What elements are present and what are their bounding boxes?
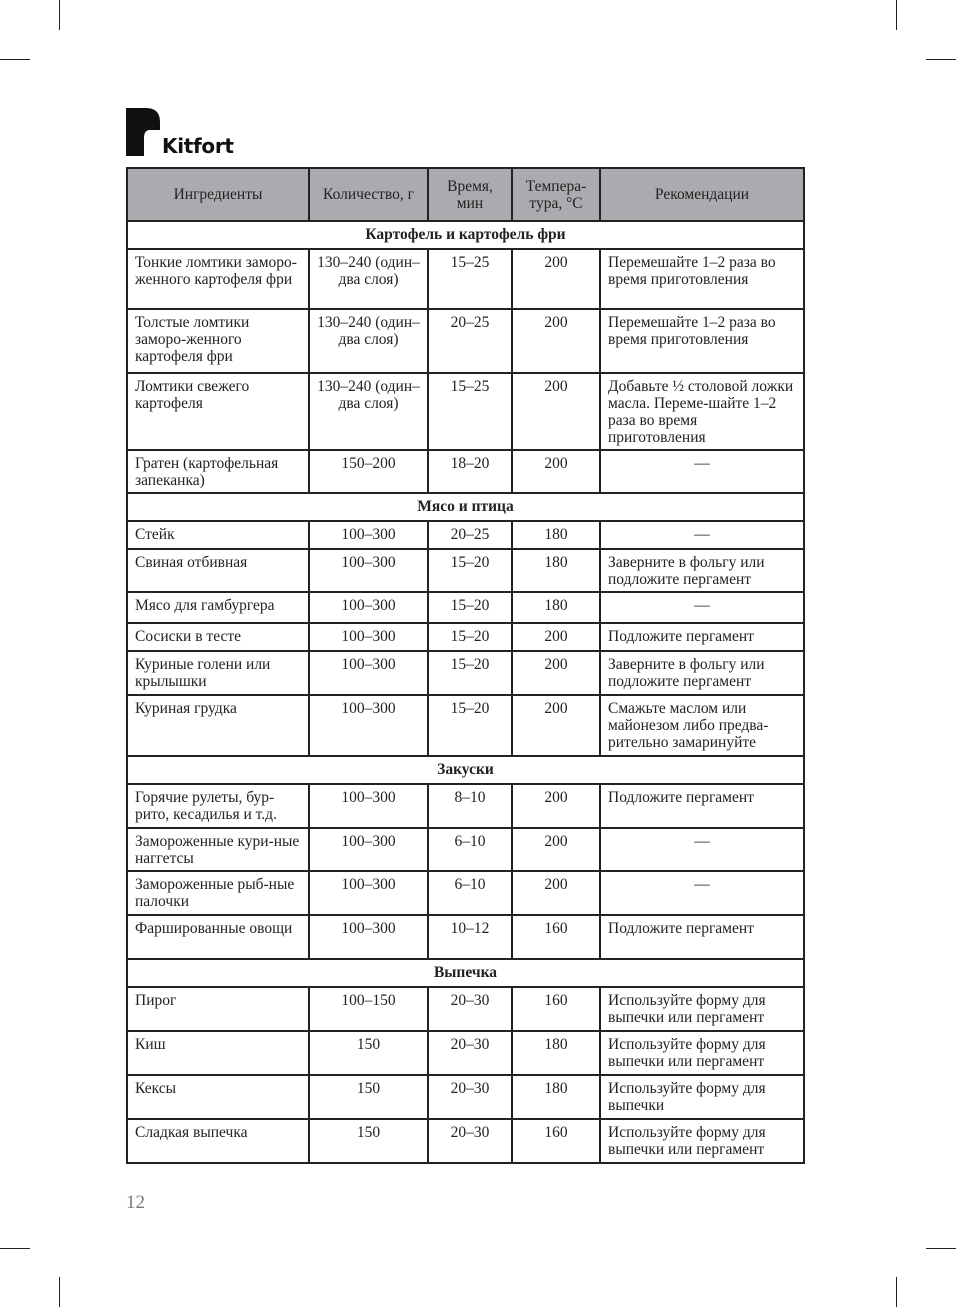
cell-recommendation: Используйте форму для выпечки или пергамент [600,1031,804,1075]
table-row [127,987,804,1031]
cell-ingredient: Гратен (картофельная запеканка) [127,450,309,493]
cell-amount: 150–200 [309,450,428,493]
header-time: Время, мин [428,168,512,221]
cell-ingredient: Пирог [127,987,309,1031]
cell-recommendation: Подложите пергамент [600,623,804,651]
cell-time: 20–25 [428,309,512,373]
cell-recommendation: Заверните в фольгу или подложите пергамент [600,651,804,695]
cell-recommendation: — [600,521,804,549]
cell-ingredient: Фаршированные овощи [127,915,309,959]
cell-recommendation: — [600,871,804,915]
cell-time: 20–30 [428,1031,512,1075]
cell-time: 10–12 [428,915,512,959]
cell-amount: 100–300 [309,828,428,871]
cell-time: 15–20 [428,651,512,695]
cell-temperature: 180 [512,521,600,549]
table-row [127,871,804,915]
cell-temperature: 200 [512,249,600,309]
cell-amount: 130–240 (один–два слоя) [309,373,428,450]
cell-ingredient: Замороженные рыб-ные палочки [127,871,309,915]
table-row [127,373,804,450]
cell-amount: 150 [309,1075,428,1119]
cell-time: 15–20 [428,623,512,651]
cell-recommendation: Используйте форму для выпечки или пергамент [600,1119,804,1163]
header-recommendations: Рекомендации [600,168,804,221]
cell-amount: 100–300 [309,871,428,915]
cell-time: 15–20 [428,592,512,623]
cell-temperature: 200 [512,784,600,828]
cell-time: 15–20 [428,695,512,756]
cell-temperature: 160 [512,915,600,959]
cell-temperature: 200 [512,373,600,450]
cell-recommendation: — [600,592,804,623]
table-row [127,1031,804,1075]
crop-mark [896,0,897,30]
cell-ingredient: Куриная грудка [127,695,309,756]
cell-temperature: 200 [512,828,600,871]
cell-time: 15–25 [428,249,512,309]
cell-recommendation: — [600,450,804,493]
cell-amount: 100–300 [309,651,428,695]
cell-time: 20–30 [428,987,512,1031]
cell-temperature: 200 [512,871,600,915]
kitfort-logo-icon [126,108,160,156]
cell-recommendation: Подложите пергамент [600,784,804,828]
table-row [127,651,804,695]
kitfort-logo [126,108,234,156]
section-title: Закуски [127,756,804,784]
cooking-table [126,167,805,1164]
cell-amount: 150 [309,1119,428,1163]
crop-mark [926,59,956,60]
table-row [127,623,804,651]
header-temperature: Темпера-тура, °C [512,168,600,221]
cell-temperature: 200 [512,450,600,493]
cell-amount: 100–300 [309,695,428,756]
table-row [127,695,804,756]
cell-ingredient: Куриные голени или крылышки [127,651,309,695]
crop-mark [926,1248,956,1249]
header-ingredients: Ингредиенты [127,168,309,221]
cell-recommendation: Заверните в фольгу или подложите пергамент [600,549,804,592]
crop-mark [0,1248,30,1249]
cell-ingredient: Кексы [127,1075,309,1119]
section-title: Картофель и картофель фри [127,221,804,249]
table-row [127,521,804,549]
cell-temperature: 180 [512,549,600,592]
cell-temperature: 160 [512,1119,600,1163]
cell-amount: 100–300 [309,592,428,623]
cell-temperature: 180 [512,1031,600,1075]
table-row [127,592,804,623]
cell-amount: 100–300 [309,623,428,651]
cell-amount: 150 [309,1031,428,1075]
cell-ingredient: Тонкие ломтики заморо-женного картофеля фри [127,249,309,309]
cell-recommendation: Подложите пергамент [600,915,804,959]
cell-temperature: 200 [512,309,600,373]
cell-amount: 100–300 [309,915,428,959]
cell-amount: 100–300 [309,549,428,592]
cell-time: 18–20 [428,450,512,493]
cell-temperature: 200 [512,695,600,756]
header-amount: Количество, г [309,168,428,221]
table-row [127,450,804,493]
cell-recommendation: Перемешайте 1–2 раза во время приготовления [600,249,804,309]
table-row [127,1075,804,1119]
table-row [127,309,804,373]
cell-recommendation: Используйте форму для выпечки [600,1075,804,1119]
cell-temperature: 200 [512,623,600,651]
cell-ingredient: Киш [127,1031,309,1075]
cell-ingredient: Свиная отбивная [127,549,309,592]
section-title: Мясо и птица [127,493,804,521]
crop-mark [59,1277,60,1307]
table-row [127,828,804,871]
cell-amount: 130–240 (один–два слоя) [309,249,428,309]
cell-time: 8–10 [428,784,512,828]
table-row [127,784,804,828]
section-row [127,756,804,784]
cell-amount: 100–300 [309,784,428,828]
table-row [127,915,804,959]
cell-ingredient: Замороженные кури-ные наггетсы [127,828,309,871]
cell-time: 6–10 [428,871,512,915]
cell-time: 15–25 [428,373,512,450]
cell-recommendation: Используйте форму для выпечки или пергамент [600,987,804,1031]
cell-amount: 130–240 (один–два слоя) [309,309,428,373]
section-row [127,493,804,521]
cell-recommendation: — [600,828,804,871]
cell-recommendation: Смажьте маслом или майонезом либо предва-рительно замаринуйте [600,695,804,756]
cell-time: 20–25 [428,521,512,549]
cell-temperature: 200 [512,651,600,695]
cell-ingredient: Ломтики свежего картофеля [127,373,309,450]
cell-time: 20–30 [428,1119,512,1163]
table-row [127,549,804,592]
table-row [127,249,804,309]
cell-ingredient: Сосиски в тесте [127,623,309,651]
cell-time: 20–30 [428,1075,512,1119]
cell-recommendation: Добавьте ½ столовой ложки масла. Переме-шайте 1–2 раза во время приготовления [600,373,804,450]
cell-temperature: 160 [512,987,600,1031]
cell-recommendation: Перемешайте 1–2 раза во время приготовления [600,309,804,373]
crop-mark [896,1277,897,1307]
cell-amount: 100–300 [309,521,428,549]
cell-ingredient: Стейк [127,521,309,549]
crop-mark [59,0,60,30]
section-row [127,959,804,987]
page-number: 12 [126,1192,145,1213]
brand-name: Kitfort [162,134,234,158]
cell-temperature: 180 [512,1075,600,1119]
table-header-row [127,168,804,221]
cell-time: 6–10 [428,828,512,871]
cell-amount: 100–150 [309,987,428,1031]
cell-temperature: 180 [512,592,600,623]
cell-ingredient: Горячие рулеты, бур-рито, кесадилья и т.д. [127,784,309,828]
crop-mark [0,59,30,60]
section-title: Выпечка [127,959,804,987]
table-row [127,1119,804,1163]
cell-ingredient: Толстые ломтики заморо-женного картофеля фри [127,309,309,373]
cell-ingredient: Мясо для гамбургера [127,592,309,623]
section-row [127,221,804,249]
cell-ingredient: Сладкая выпечка [127,1119,309,1163]
cell-time: 15–20 [428,549,512,592]
